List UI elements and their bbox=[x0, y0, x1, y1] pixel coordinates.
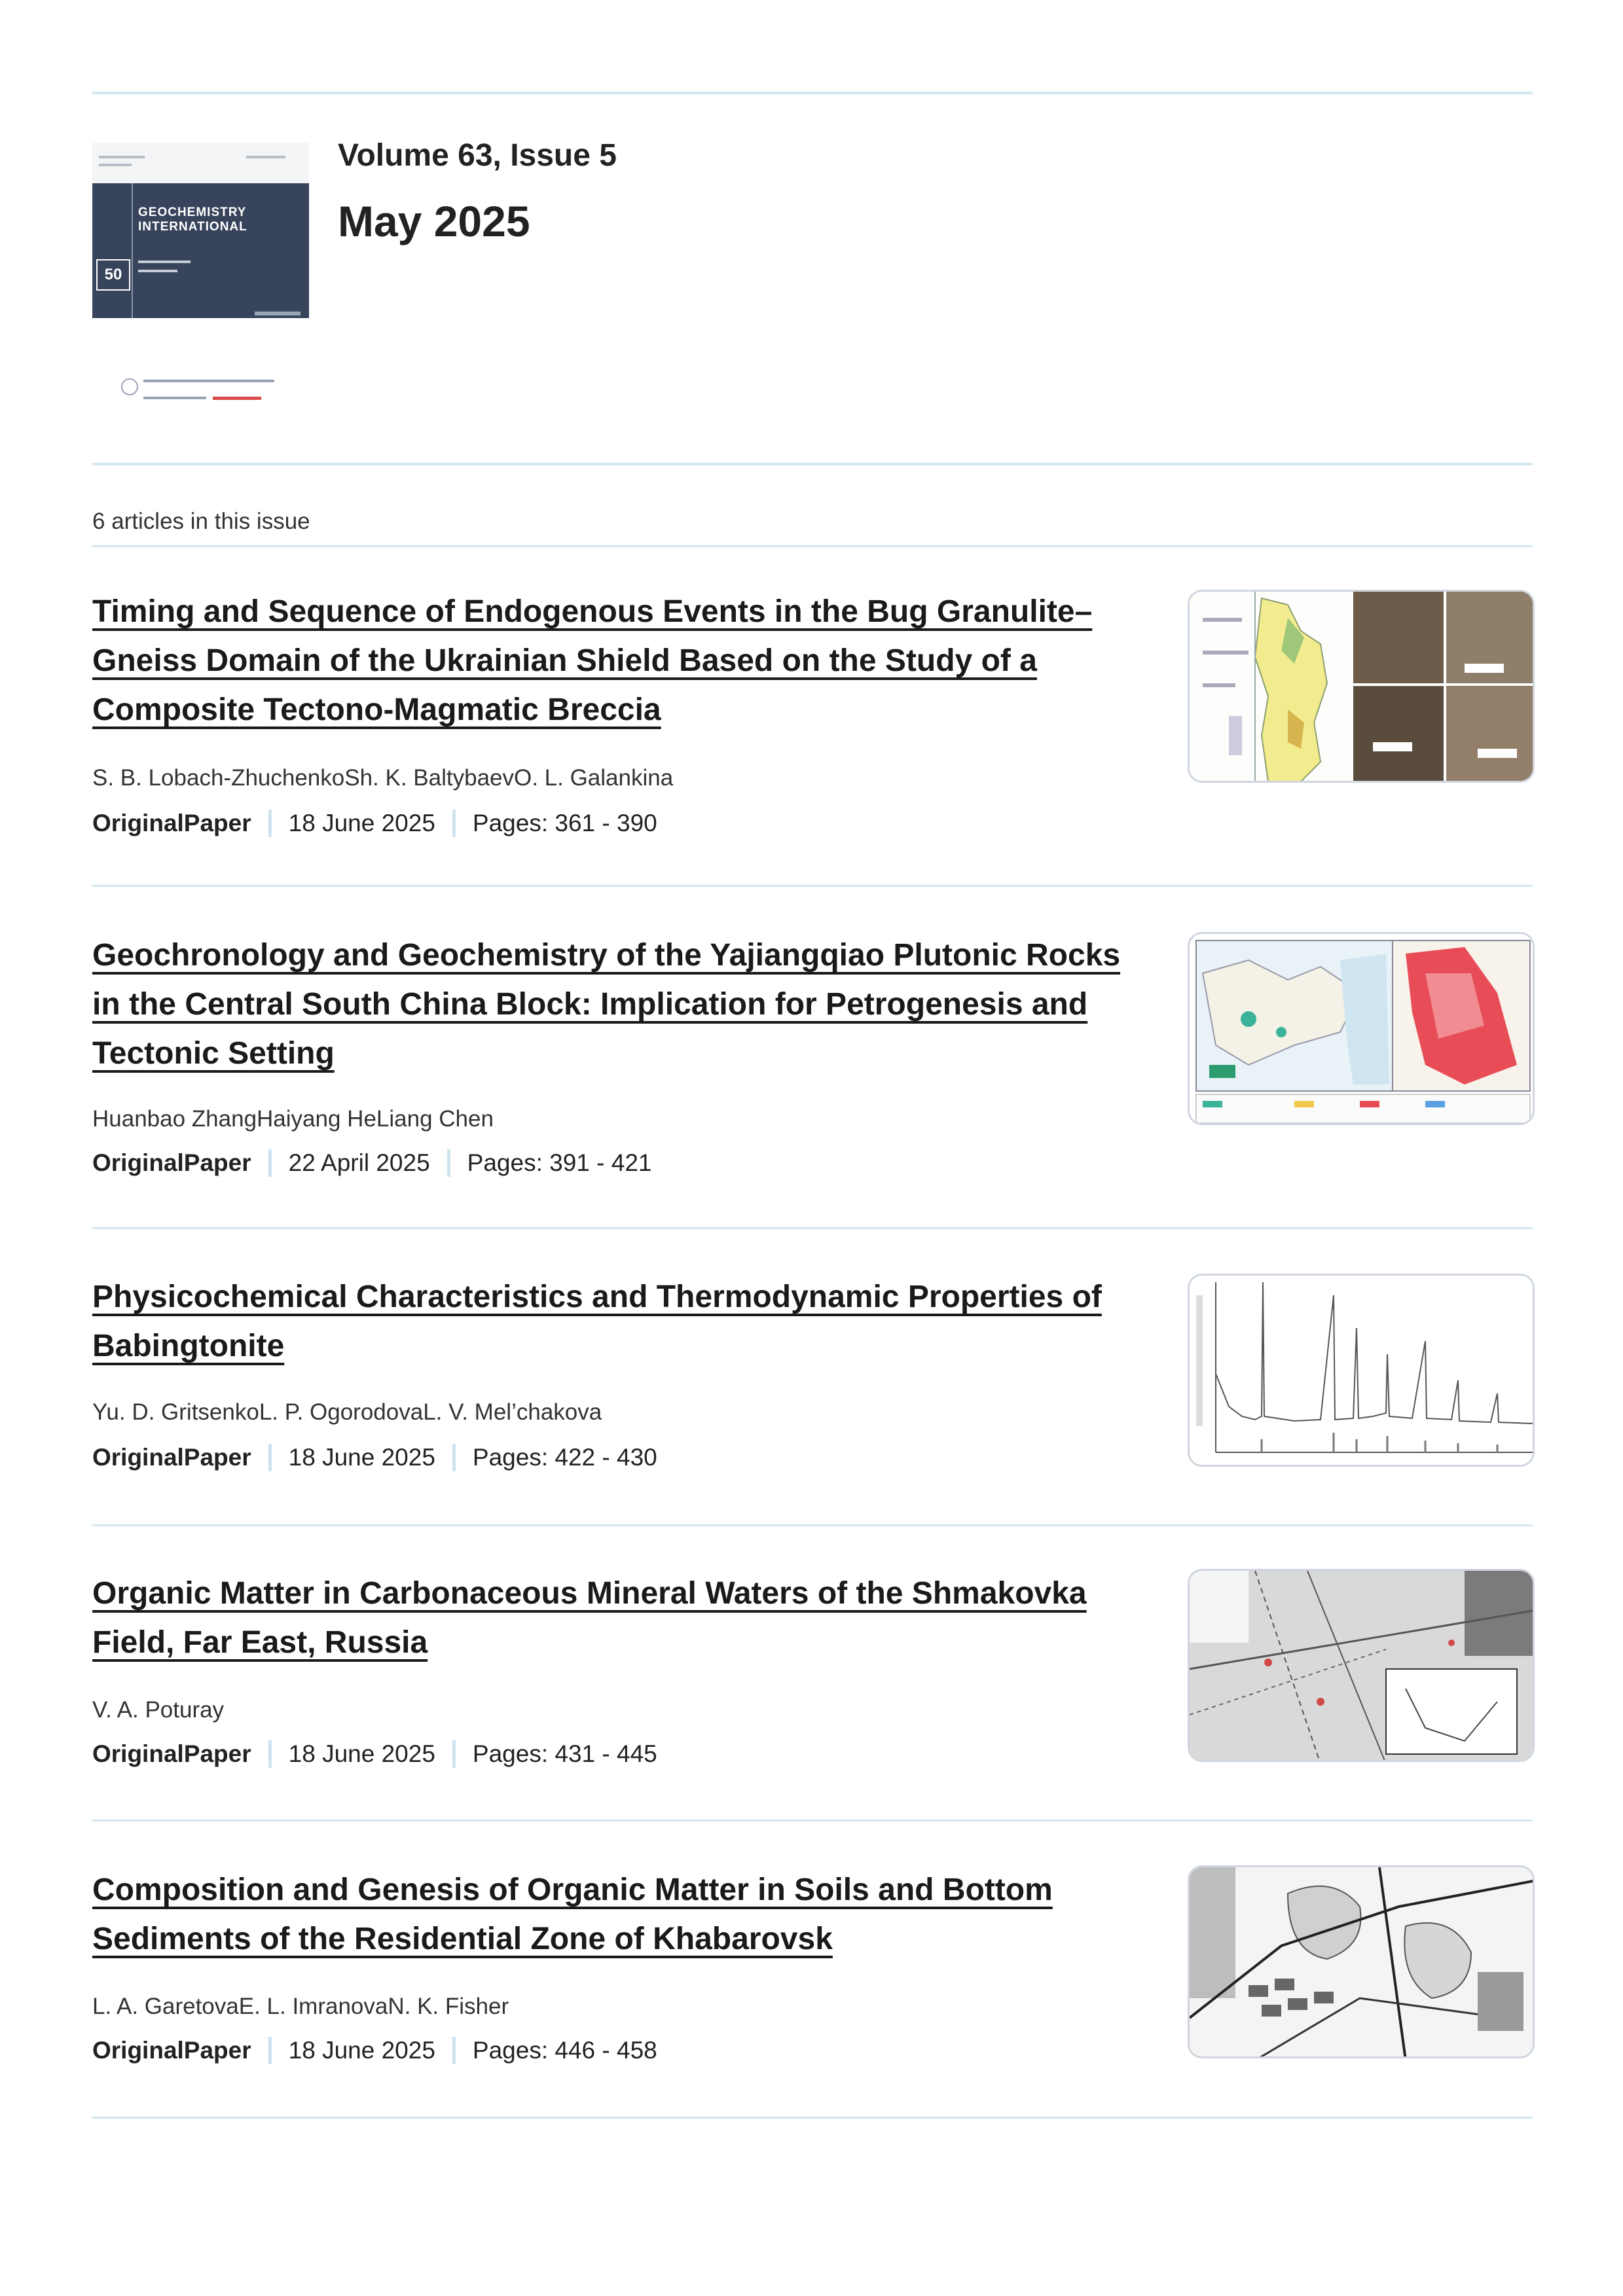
article-count: 6 articles in this issue bbox=[92, 509, 310, 534]
meta-separator bbox=[452, 810, 456, 837]
article-authors: Huanbao ZhangHaiyang HeLiang Chen bbox=[92, 1106, 494, 1132]
article-meta bbox=[92, 2037, 657, 2064]
volume-issue-label: Volume 63, Issue 5 bbox=[338, 138, 617, 173]
meta-separator bbox=[447, 1149, 450, 1177]
article-meta bbox=[92, 810, 657, 837]
map-and-outcrop-photos-icon bbox=[1190, 592, 1535, 783]
article-title-link[interactable]: Timing and Sequence of Endogenous Events in the Bug Granulite–Gneiss Domain of the Ukrainian Shield Based on the Study of a Composite Tectono-Magmatic Breccia bbox=[92, 594, 1093, 727]
issue-page bbox=[92, 0, 1533, 2296]
article-title[interactable] bbox=[92, 1865, 1140, 1964]
diffraction-pattern-icon bbox=[1190, 1276, 1535, 1467]
article-pages: Pages: 422 - 430 bbox=[472, 1444, 657, 1471]
article-date: 18 June 2025 bbox=[288, 2037, 435, 2064]
article-type: OriginalPaper bbox=[92, 1444, 251, 1471]
meta-separator bbox=[452, 2037, 456, 2064]
article-authors: V. A. Poturay bbox=[92, 1697, 225, 1723]
article-pages: Pages: 431 - 445 bbox=[472, 1740, 657, 1767]
article-thumbnail[interactable] bbox=[1188, 1274, 1535, 1467]
meta-separator bbox=[452, 1740, 456, 1768]
article-meta bbox=[92, 1149, 651, 1177]
article-title-link[interactable]: Organic Matter in Carbonaceous Mineral Waters of the Shmakovka Field, Far East, Russia bbox=[92, 1576, 1087, 1660]
article-type: OriginalPaper bbox=[92, 1149, 251, 1176]
article-divider bbox=[92, 885, 1533, 887]
article-thumbnail[interactable] bbox=[1188, 590, 1535, 783]
article-type: OriginalPaper bbox=[92, 810, 251, 836]
meta-separator bbox=[268, 1740, 272, 1768]
article-date: 18 June 2025 bbox=[288, 1444, 435, 1471]
publisher-logo bbox=[121, 373, 285, 406]
article-thumbnail[interactable] bbox=[1188, 932, 1535, 1125]
article-title[interactable] bbox=[92, 587, 1140, 734]
cover-title: GEOCHEMISTRY INTERNATIONAL bbox=[138, 206, 247, 234]
journal-cover-image[interactable] bbox=[92, 143, 309, 318]
article-thumbnail[interactable] bbox=[1188, 1865, 1535, 2058]
header-divider bbox=[92, 463, 1533, 465]
meta-separator bbox=[268, 2037, 272, 2064]
top-divider bbox=[92, 92, 1533, 94]
list-divider bbox=[92, 545, 1533, 547]
article-divider bbox=[92, 2117, 1533, 2119]
article-date: 18 June 2025 bbox=[288, 1740, 435, 1767]
article-title-link[interactable]: Composition and Genesis of Organic Matter in Soils and Bottom Sediments of the Residential Zone of Khabarovsk bbox=[92, 1873, 1053, 1956]
article-date: 22 April 2025 bbox=[288, 1149, 430, 1176]
city-map-icon bbox=[1190, 1867, 1535, 2058]
cover-band bbox=[92, 183, 309, 318]
article-divider bbox=[92, 1820, 1533, 1821]
article-pages: Pages: 361 - 390 bbox=[472, 810, 657, 836]
article-title-link[interactable]: Physicochemical Characteristics and Thermodynamic Properties of Babingtonite bbox=[92, 1280, 1102, 1363]
article-authors: Yu. D. GritsenkoL. P. OgorodovaL. V. Mel’chakova bbox=[92, 1399, 602, 1425]
article-pages: Pages: 391 - 421 bbox=[467, 1149, 652, 1176]
article-title[interactable] bbox=[92, 1569, 1140, 1667]
article-title[interactable] bbox=[92, 931, 1140, 1078]
article-authors: S. B. Lobach-ZhuchenkoSh. K. BaltybaevO. L. Galankina bbox=[92, 765, 674, 791]
article-authors: L. A. GaretovaE. L. ImranovaN. K. Fisher bbox=[92, 1994, 509, 2019]
article-pages: Pages: 446 - 458 bbox=[472, 2037, 657, 2064]
article-divider bbox=[92, 1524, 1533, 1526]
meta-separator bbox=[268, 810, 272, 837]
article-date: 18 June 2025 bbox=[288, 810, 435, 836]
meta-separator bbox=[452, 1444, 456, 1471]
article-meta bbox=[92, 1740, 657, 1768]
field-map-icon bbox=[1190, 1571, 1535, 1762]
issue-date: May 2025 bbox=[338, 197, 530, 245]
meta-separator bbox=[268, 1149, 272, 1177]
article-type: OriginalPaper bbox=[92, 1740, 251, 1767]
article-meta bbox=[92, 1444, 657, 1471]
geological-maps-icon bbox=[1190, 934, 1535, 1125]
article-title-link[interactable]: Geochronology and Geochemistry of the Yajiangqiao Plutonic Rocks in the Central South China Block: Implication for Petrogenesis and Tectonic Setting bbox=[92, 938, 1121, 1071]
article-divider bbox=[92, 1227, 1533, 1229]
article-thumbnail[interactable] bbox=[1188, 1569, 1535, 1762]
article-type: OriginalPaper bbox=[92, 2037, 251, 2064]
cover-anniversary-badge: 50 bbox=[96, 259, 130, 291]
cover-header-strip bbox=[92, 143, 309, 183]
article-title[interactable] bbox=[92, 1272, 1140, 1371]
meta-separator bbox=[268, 1444, 272, 1471]
